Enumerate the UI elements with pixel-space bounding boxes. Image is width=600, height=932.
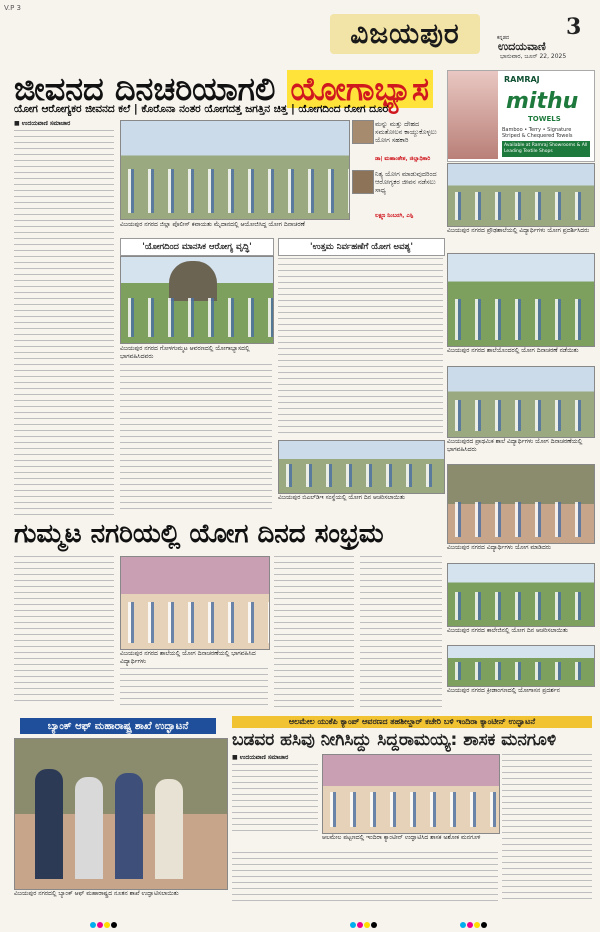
paper-brand: ಉದಯವಾಣಿ: [498, 40, 546, 53]
right-photo-1: [447, 163, 595, 227]
right-caption-4: ವಿಜಯಪುರ ನಗರದ ವಿದ್ಯಾರ್ಥಿಗಳು ಯೋಗ ಮಾಡಿದರು: [447, 544, 551, 551]
canteen-dateline: ■ ಉದಯವಾಣಿ ಸಮಾಚಾರ: [232, 754, 289, 761]
section2-body-2: [120, 668, 268, 708]
bank-story-caption: ವಿಜಯಪುರ ನಗರದಲ್ಲಿ ಬ್ಯಾಂಕ್ ಆಫ್ ಮಹಾರಾಷ್ಟ್ರದ ನೂತನ ಶಾಖೆ ಉದ್ಘಾಟಿಸಲಾಯಿತು: [14, 890, 179, 897]
section2-body-4: [360, 556, 442, 708]
section2-body-3: [274, 556, 354, 708]
paper-date: ಭಾನುವಾರ, ಜೂನ್ 22, 2025: [500, 53, 567, 60]
canteen-body-2: [502, 754, 592, 904]
section2-caption: ವಿಜಯಪುರ ನಗರದ ಶಾಲೆಯಲ್ಲಿ ಯೋಗ ದಿನಾಚರಣೆಯಲ್ಲಿ ಭಾಗವಹಿಸಿದ ವಿದ್ಯಾರ್ಥಿಗಳು: [120, 650, 256, 665]
right-caption-5: ವಿಜಯಪುರ ನಗರದ ಕಾಲೇಜಿನಲ್ಲಿ ಯೋಗ ದಿನ ಆಚರಿಸಲಾಯಿತು: [447, 627, 568, 634]
ad-model-image: [448, 71, 498, 159]
story-b-caption: ವಿಜಯಪುರ ಬಿಎಲ್‌ಡಿಇ ಸಂಸ್ಥೆಯಲ್ಲಿ ಯೋಗ ದಿನ ಆಚರಿಸಲಾಯಿತು: [278, 494, 405, 501]
ad-product-sub: TOWELS: [528, 115, 561, 123]
registration-marks-left: [90, 913, 118, 932]
canteen-story-headline: ಬಡವರ ಹಸಿವು ನೀಗಿಸಿದ್ದು ಸಿದ್ದರಾಮಯ್ಯ: ಶಾಸಕ ಮನಗೂಳಿ: [232, 730, 557, 750]
story-b-photo: [278, 440, 445, 494]
story-a-title: 'ಯೋಗದಿಂದ ಮಾನಸಿಕ ಆರೋಗ್ಯ ವೃದ್ಧಿ': [120, 238, 274, 256]
right-photo-5: [447, 563, 595, 627]
sidebar-quote-1: ಮನ್ನು ಮತ್ತು ದೇಹದ ಸಮತೋಲನ ಕಾಯ್ದುಕೊಳ್ಳಲು ಯೋಗ ಸಹಕಾರಿ: [375, 120, 437, 144]
section2-photo: [120, 556, 270, 650]
brand-prefix: ಕನ್ನಡದ: [497, 35, 510, 41]
quote-portrait-1: [352, 120, 374, 144]
right-caption-6: ವಿಜಯಪುರ ನಗರದ ಕ್ರೀಡಾಂಗಣದಲ್ಲಿ ಯೋಗಾಸನ ಪ್ರದರ್ಶನ: [447, 687, 560, 694]
sidebar-quote-2-author: ಲಕ್ಷ್ಮಣ ನಿಂಬರಗಿ, ಎಸ್ಪಿ: [375, 213, 414, 219]
ad-brand: RAMRAJ: [504, 75, 540, 84]
lead-dateline: ■ ಉದಯವಾಣಿ ಸಮಾಚಾರ: [14, 120, 71, 127]
right-photo-4: [447, 464, 595, 544]
bank-story-banner: ಬ್ಯಾಂಕ್ ಆಫ್ ಮಹಾರಾಷ್ಟ್ರ ಶಾಖೆ ಉದ್ಘಾಟನೆ: [20, 718, 216, 734]
section2-body-1: [14, 556, 114, 706]
lead-body-column-1: [14, 130, 114, 515]
sidebar-quote-1-author: ಡಾ| ಮಹಾಂತೇಶ, ಜಿಲ್ಲಾಧಿಕಾರಿ: [375, 156, 431, 162]
lead-headline-highlight: ಯೋಗಾಭ್ಯಾಸ: [287, 70, 434, 108]
right-caption-1: ವಿಜಯಪುರ ನಗರದ ಪ್ರೌಢಶಾಲೆಯಲ್ಲಿ ವಿದ್ಯಾರ್ಥಿಗಳು ಯೋಗ ಪ್ರದರ್ಶಿಸಿದರು: [447, 227, 590, 234]
lead-subhead: ಯೋಗ ಆರೋಗ್ಯಕರ ಜೀವನದ ಕಲೆ | ಕೊರೊನಾ ನಂತರ ಯೋಗದತ್ತ ಜಗತ್ತಿನ ಚಿತ್ತ | ಯೋಗದಿಂದ ರೋಗ ದೂರ: [14, 103, 389, 115]
ad-availability: Available at Ramraj Showrooms & All Leading Textile Shops: [502, 141, 590, 157]
registration-marks-mid: [350, 913, 378, 932]
canteen-story-kicker: ಆಲಮೇಲ ಯುಕೆಪಿ ಕ್ಯಾಂಪ್ ಆವರಣದ ತಹಶೀಲ್ದಾರ್ ಕಚೇರಿ ಬಳಿ ಇಂದಿರಾ ಕ್ಯಾಂಟೀನ್ ಉದ್ಘಾಟನೆ: [232, 716, 592, 728]
lead-photo-caption: ವಿಜಯಪುರ ನಗರದ ಜಿಲ್ಲಾ ಪೊಲೀಸ್ ಕವಾಯತು ಮೈದಾನದಲ್ಲಿ ಆಯೋಜಿಸಿದ್ದ ಯೋಗ ದಿನಾಚರಣೆ: [120, 221, 305, 228]
ad-tagline: Bamboo • Terry • Signature Striped & Chequered Towels: [502, 127, 573, 139]
lead-photo: [120, 120, 350, 220]
right-photo-6: [447, 645, 595, 687]
canteen-caption: ಆಲಮೇಲ ಪಟ್ಟಣದಲ್ಲಿ ಇಂದಿರಾ ಕ್ಯಾಂಟೀನ್ ಉದ್ಘಾಟಿಸಿದ ಶಾಸಕ ಅಶೋಕ ಮನಗೂಳಿ: [322, 834, 481, 841]
sidebar-quote-2: ನಿತ್ಯ ಯೋಗ ಮಾಡುವುದರಿಂದ ಆರೋಗ್ಯಕರ ಜೀವನ ನಡೆಸಲು ಸಾಧ್ಯ: [375, 170, 437, 194]
ramraj-ad[interactable]: [447, 70, 595, 162]
section2-headline: ಗುಮ್ಮಟ ನಗರಿಯಲ್ಲಿ ಯೋಗ ದಿನದ ಸಂಭ್ರಮ: [14, 519, 384, 549]
right-caption-3: ವಿಜಯಪುರದ ಪ್ರಾಥಮಿಕ ಶಾಲೆ ವಿದ್ಯಾರ್ಥಿಗಳು ಯೋಗ ದಿನಾಚರಣೆಯಲ್ಲಿ ಭಾಗವಹಿಸಿದರು: [447, 438, 583, 453]
right-photo-2: [447, 253, 595, 347]
ad-product: mithu: [506, 89, 579, 114]
story-b-title: 'ಉತ್ತಮ ನಿರ್ವಹಣೆಗೆ ಯೋಗ ಅವಶ್ಯ': [278, 238, 445, 256]
story-a-body: [120, 364, 272, 514]
page-tag: V.P 3: [4, 4, 22, 12]
story-b-body: [278, 258, 443, 438]
lead-headline-main: ಜೀವನದ ದಿನಚರಿಯಾಗಲಿ: [14, 70, 276, 108]
registration-marks-right: [460, 913, 488, 932]
right-photo-3: [447, 366, 595, 438]
right-caption-2: ವಿಜಯಪುರ ನಗರದ ಶಾಲೆಯೊಂದರಲ್ಲಿ ಯೋಗ ದಿನಾಚರಣೆ ನಡೆಯಿತು: [447, 347, 579, 354]
story-a-photo: [120, 256, 274, 344]
canteen-body-3: [232, 852, 498, 904]
canteen-body-1: [232, 764, 318, 834]
canteen-photo: [322, 754, 500, 834]
bank-story-photo: [14, 738, 228, 890]
quote-portrait-2: [352, 170, 374, 194]
story-a-caption: ವಿಜಯಪುರ ನಗರದ ಗೋಳಗುಮ್ಮಟ ಆವರಣದಲ್ಲಿ ಯೋಗಾಭ್ಯಾಸದಲ್ಲಿ ಭಾಗವಹಿಸಿದವರು: [120, 345, 250, 360]
page-number: 3: [566, 14, 582, 40]
section-masthead: ವಿಜಯಪುರ: [330, 14, 480, 54]
